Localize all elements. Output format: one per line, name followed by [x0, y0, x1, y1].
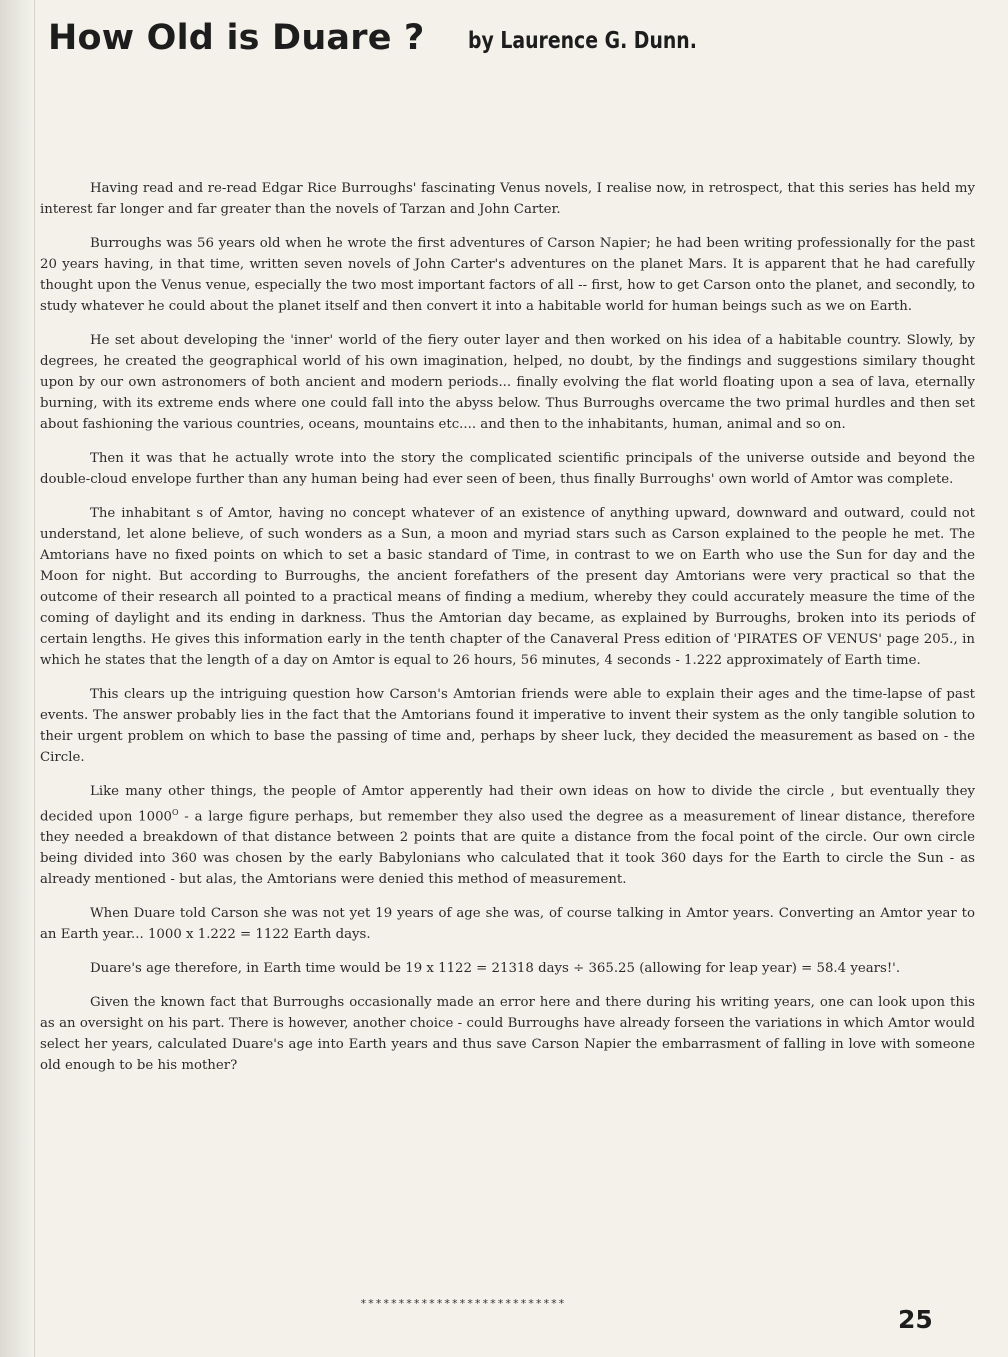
degree-superscript: O — [171, 808, 179, 817]
page-number: 25 — [898, 1305, 933, 1334]
paragraph-1: Having read and re-read Edgar Rice Burroughs' fascinating Venus novels, I realise now, in retrospect, that this series has held my interest far longer and far greater than the novels of Tarzan and John Carter. — [40, 181, 975, 217]
paragraph-7-start: Like many other things, the people of Amtor apperently had their own ideas on how to divide the circle , but eventually they decided upon 1000 — [40, 784, 975, 825]
paragraph-7 — [40, 781, 975, 890]
section-separator: *************************** — [360, 1297, 566, 1310]
binding-edge — [0, 0, 35, 1357]
paragraph-5: The inhabitant s of Amtor, having no concept whatever of an existence of anything upward, downward and outward, could not understand, let alone believe, of such wonders as a Sun, a moon and myriad stars such as Carson explained to the people he met. The Amtorians have no fixed points on which to set a basic standard of Time, in contrast to we on Earth who use the Sun for day and the Moon for night. But according to Burroughs, the ancient forefathers of the present day Amtorians were very practical so that the outcome of their research all pointed to a practical means of finding a medium, whereby they could accurately measure the time of the coming of daylight and its ending in darkness. Thus the Amtorian day became, as explained by Burroughs, broken into its periods of certain lengths. He gives this information early in the tenth chapter of the Canaveral Press edition of 'PIRATES OF VENUS' page 205., in which he states that the length of a day on Amtor is equal to 26 hours, 56 minutes, 4 seconds - 1.222 approximately of Earth time. — [40, 506, 975, 668]
paragraph-10: Given the known fact that Burroughs occasionally made an error here and there during his writing years, one can look upon this as an oversight on his part. There is however, another choice - could Burroughs have already forseen the variations in which Amtor would select her years, calculated Duare's age into Earth years and thus save Carson Napier the embarrasment of falling in love with someone old enough to be his mother? — [40, 995, 975, 1074]
paragraph-4: Then it was that he actually wrote into the story the complicated scientific principals of the universe outside and beyond the double-cloud envelope further than any human being had ever seen of been, thus finally Burroughs' own world of Amtor was complete. — [40, 451, 975, 487]
article-body — [40, 178, 975, 1089]
paragraph-3: He set about developing the 'inner' world of the fiery outer layer and then worked on his idea of a habitable country. Slowly, by degrees, he created the geographical world of his own imagination, helped, no doubt, by the findings and suggestions similary thought upon by our own astronomers of both ancient and modern periods... finally evolving the flat world floating upon a sea of lava, eternally burning, with its extreme ends where one could fall into the abyss below. Thus Burroughs overcame the two primal hurdles and then set about fashioning the various countries, oceans, mountains etc.... and then to the inhabitants, human, animal and so on. — [40, 333, 975, 432]
article-byline: by Laurence G. Dunn. — [468, 28, 697, 54]
show-through-heading — [720, 60, 726, 81]
article-title: How Old is Duare ? — [48, 18, 425, 58]
paragraph-9: Duare's age therefore, in Earth time would be 19 x 1122 = 21318 days ÷ 365.25 (allowing for leap year) = 58.4 years!'. — [90, 961, 901, 977]
paragraph-2: Burroughs was 56 years old when he wrote the first adventures of Carson Napier; he had been writing professionally for the past 20 years having, in that time, written seven novels of John Carter's adventures on the planet Mars. It is apparent that he had carefully thought upon the Venus venue, especially the two most important factors of all -- first, how to get Carson onto the planet, and secondly, to study whatever he could about the planet itself and then convert it into a habitable world for human beings such as we on Earth. — [40, 236, 975, 314]
paragraph-7-rest: - a large figure perhaps, but remember they also used the degree as a measurement of linear distance, therefore they needed a breakdown of that distance between 2 points that are quite a distance from the focal point of the circle. Our own circle being divided into 360 was chosen by the early Babylonians who calculated that it took 360 days for the Earth to circle the Sun - as already mentioned - but alas, the Amtorians were denied this method of measurement. — [40, 809, 975, 888]
paragraph-8: When Duare told Carson she was not yet 19 years of age she was, of course talking in Amtor years. Converting an Amtor year to an Earth year... 1000 x 1.222 = 1122 Earth days. — [40, 906, 975, 943]
paragraph-6: This clears up the intriguing question how Carson's Amtorian friends were able to explain their ages and the time-lapse of past events. The answer probably lies in the fact that the Amtorians found it imperative to invent their system as the only tangible solution to their urgent problem on which to base the passing of time and, perhaps by sheer luck, they decided the measurement as based on - the Circle. — [40, 687, 975, 765]
